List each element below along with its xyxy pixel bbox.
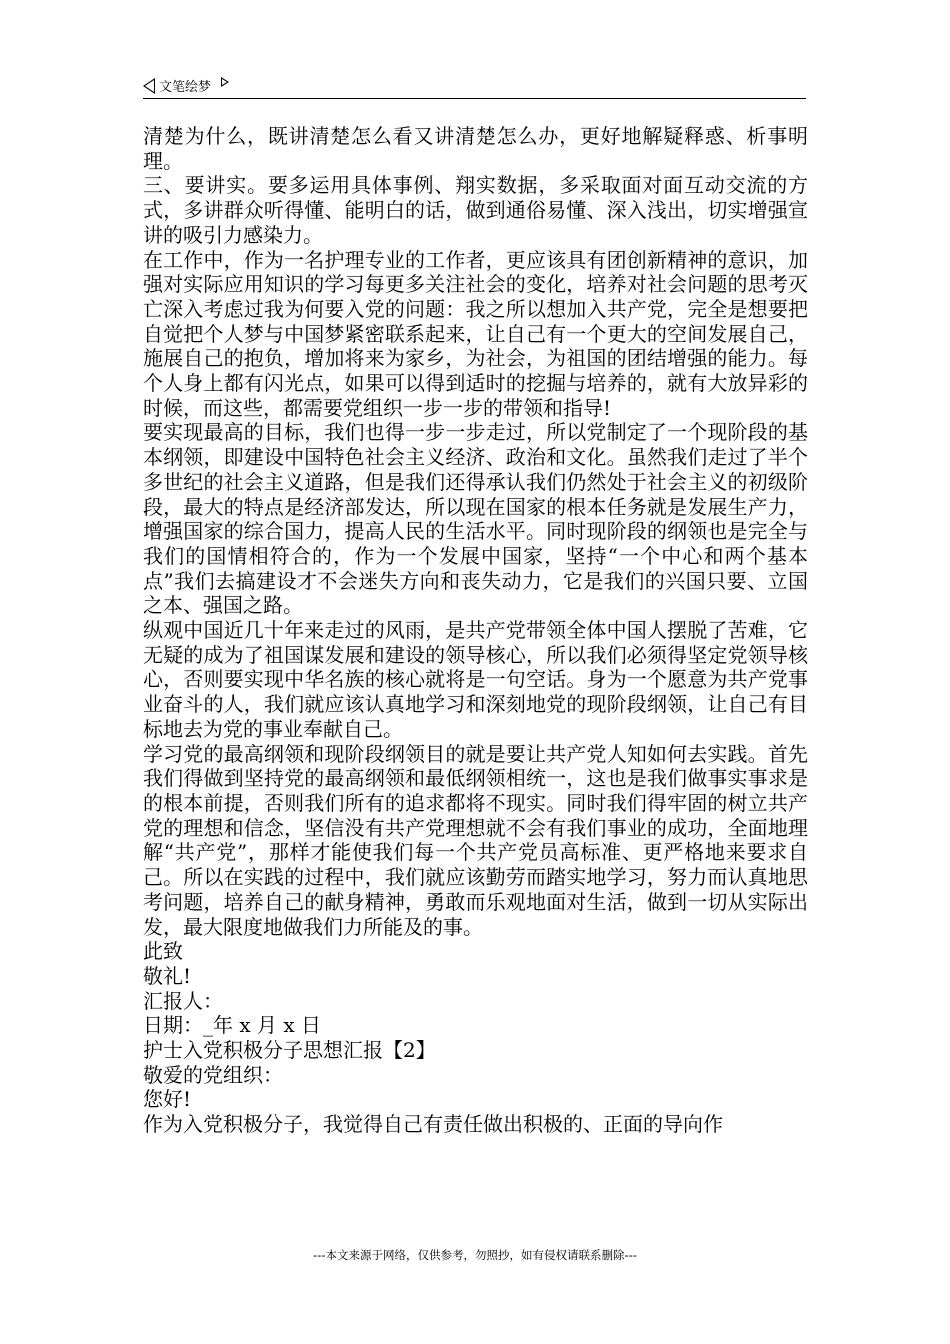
paragraph: 三、要讲实。要多运用具体事例、翔实数据，多采取面对面互动交流的方式，多讲群众听得懂、能明白的话，做到通俗易懂、深入浅出，切实增强宣讲的吸引力感染力。 — [143, 173, 808, 247]
page-footer: ---本文来源于网络，仅供参考，勿照抄，如有侵权请联系删除--- — [313, 1248, 637, 1262]
closing-salutation: 此致 — [143, 939, 183, 964]
closing-respect: 敬礼! — [143, 963, 192, 988]
left-triangle-icon — [143, 78, 155, 94]
reporter-line: 汇报人： — [143, 988, 223, 1013]
document-body — [143, 124, 808, 1137]
paragraph: 学习党的最高纲领和现阶段纲领目的就是要让共产党人知如何去实践。首先我们得做到坚持党的最高纲领和最低纲领相统一，这也是我们做事实事求是的根本前提，否则我们所有的追求都将不现实。同时我们得牢固的树立共产党的理想和信念，坚信没有共产党理想就不会有我们事业的成功，全面地理解“共产党”，那样才能使我们每一个共产党员高标准、更严格地来要求自己。所以在实践的过程中，我们就应该勤劳而踏实地学习，努力而认真地思考问题，培养自己的献身精神，勇敢而乐观地面对生活，做到一切从实际出发，最大限度地做我们力所能及的事。 — [143, 741, 808, 939]
right-triangle-icon — [221, 77, 229, 87]
paragraph: 清楚为什么，既讲清楚怎么看又讲清楚怎么办，更好地解疑释惑、析事明理。 — [143, 124, 808, 173]
greeting: 敬爱的党组织： — [143, 1062, 283, 1087]
paragraph: 在工作中，作为一名护理专业的工作者，更应该具有团创新精神的意识，加强对实际应用知识的学习每更多关注社会的变化，培养对社会问题的思考灭亡深入考虑过我为何要入党的问题：我之所以想加入共产党，完全是想要把自觉把个人梦与中国梦紧密联系起来，让自己有一个更大的空间发展自己，施展自己的抱负，增加将来为家乡，为社会，为祖国的团结增强的能力。每个人身上都有闪光点，如果可以得到适时的挖掘与培养的，就有大放异彩的时候，而这些，都需要党组织一步一步的带领和指导! — [143, 247, 808, 420]
paragraph: 纵观中国近几十年来走过的风雨，是共产党带领全体中国人摆脱了苦难，它无疑的成为了祖国谋发展和建设的领导核心，所以我们必须得坚定党领导核心，否则要实现中华名族的核心就将是一句空话。身为一个愿意为共产党事业奋斗的人，我们就应该认真地学习和深刻地党的现阶段纲领，让自己有目标地去为党的事业奉献自己。 — [143, 618, 808, 741]
page-header — [143, 74, 806, 99]
greeting-hello: 您好! — [143, 1087, 192, 1112]
section-title: 护士入党积极分子思想汇报【2】 — [143, 1038, 436, 1063]
logo-text: 文笔绘梦 — [159, 80, 212, 95]
paragraph: 作为入党积极分子，我觉得自己有责任做出积极的、正面的导向作 — [143, 1112, 723, 1137]
header-logo — [143, 76, 229, 95]
date-line: 日期：_年 x 月 x 日 — [143, 1013, 321, 1038]
paragraph: 要实现最高的目标，我们也得一步一步走过，所以党制定了一个现阶段的基本纲领，即建设中国特色社会主义经济、政治和文化。虽然我们走过了半个多世纪的社会主义道路，但是我们还得承认我们仍然处于社会主义的初级阶段，最大的特点是经济部发达，所以现在国家的根本任务就是发展生产力，增强国家的综合国力，提高人民的生活水平。同时现阶段的纲领也是完全与我们的国情相符合的，作为一个发展中国家，坚持“一个中心和两个基本点”我们去搞建设才不会迷失方向和丧失动力，它是我们的兴国只要、立国之本、强国之路。 — [143, 420, 808, 618]
